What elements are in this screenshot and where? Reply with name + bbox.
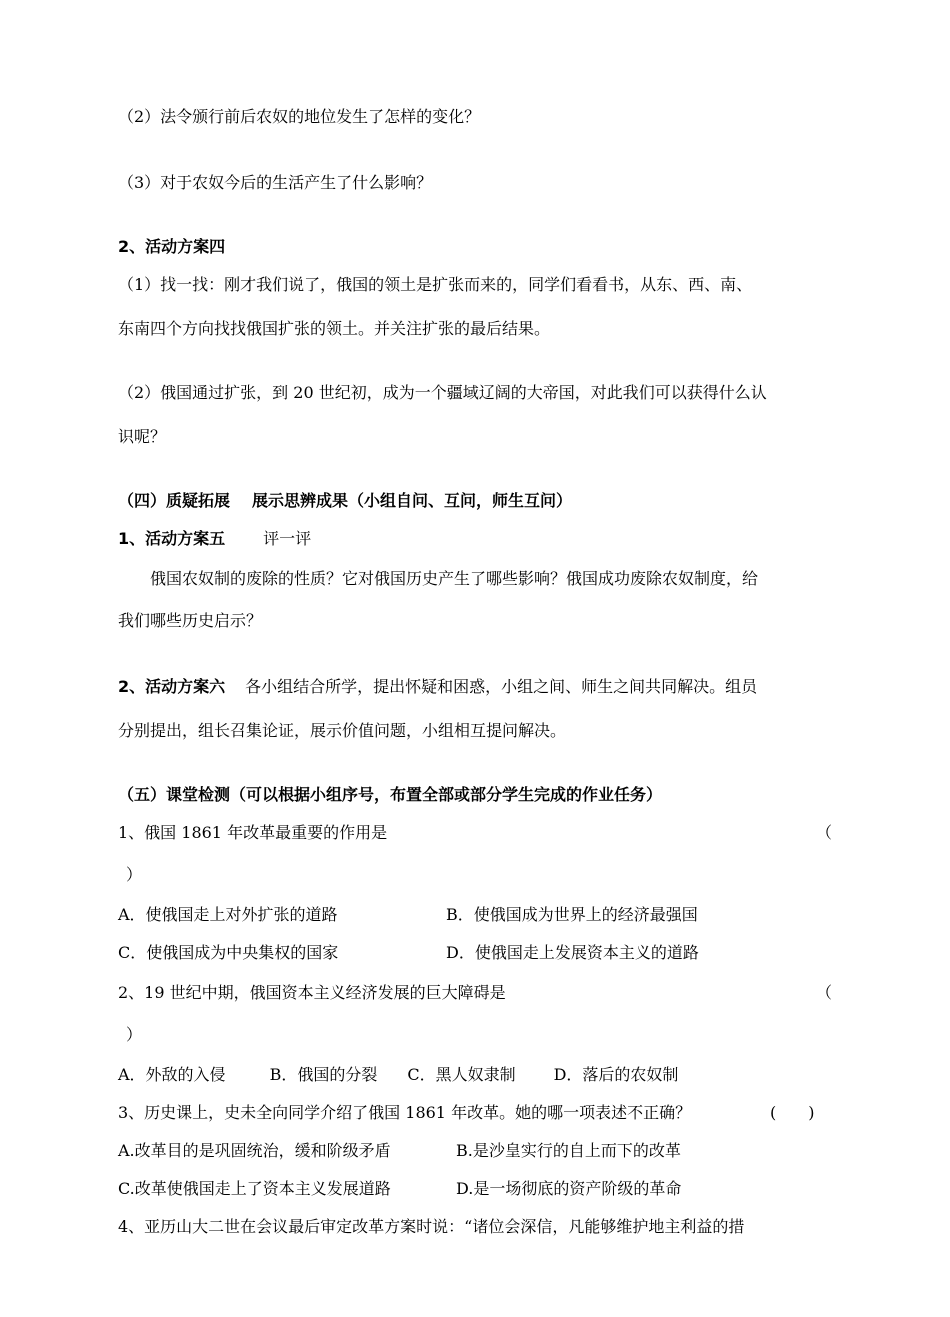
activity5-heading: 1、活动方案五 bbox=[118, 529, 226, 548]
quiz-q1-paren-open: （ bbox=[816, 823, 833, 842]
quiz-q1-option-c: C．使俄国成为中央集权的国家 bbox=[118, 943, 339, 962]
question-life-impact: （3）对于农奴今后的生活产生了什么影响？ bbox=[118, 173, 433, 192]
activity6-heading: 2、活动方案六 bbox=[118, 677, 226, 696]
quiz-q3-paren: ( ) bbox=[770, 1103, 815, 1122]
quiz-q1-option-b: B．使俄国成为世界上的经济最强国 bbox=[446, 905, 698, 924]
section4-heading-part1: （四）质疑拓展 bbox=[118, 491, 231, 510]
quiz-q1-paren-close: ） bbox=[126, 865, 143, 884]
quiz-q2-stem: 2、19 世纪中期，俄国资本主义经济发展的巨大障碍是 bbox=[118, 983, 506, 1002]
section4-heading bbox=[118, 488, 572, 511]
quiz-q2-option-c: C．黑人奴隶制 bbox=[407, 1065, 516, 1084]
quiz-q4-stem: 4、亚历山大二世在会议最后审定改革方案时说：“诸位会深信，凡能够维护地主利益的措 bbox=[118, 1217, 745, 1236]
quiz-q3-option-d: D.是一场彻底的资产阶级的革命 bbox=[456, 1179, 682, 1198]
activity5-line2: 我们哪些历史启示？ bbox=[118, 611, 263, 630]
quiz-q2-option-b: B．俄国的分裂 bbox=[269, 1065, 378, 1084]
activity4-p2-line2: 识呢？ bbox=[118, 427, 167, 446]
section4-heading-part2: 展示思辨成果（小组自问、互问，师生互问） bbox=[252, 491, 573, 510]
section5-heading: （五）课堂检测（可以根据小组序号，布置全部或部分学生完成的作业任务） bbox=[118, 785, 663, 804]
activity4-p1-line1: （1）找一找：刚才我们说了，俄国的领土是扩张而来的，同学们看看书，从东、西、南、 bbox=[118, 275, 753, 294]
quiz-q3-option-b: B.是沙皇实行的自上而下的改革 bbox=[456, 1141, 681, 1160]
quiz-q2-paren-close: ） bbox=[126, 1025, 143, 1044]
activity4-heading: 2、活动方案四 bbox=[118, 237, 226, 256]
quiz-q2-paren-open: （ bbox=[816, 983, 833, 1002]
quiz-q2-option-a: A．外敌的入侵 bbox=[118, 1065, 226, 1084]
quiz-q2-options bbox=[118, 1062, 678, 1085]
quiz-q1-stem: 1、俄国 1861 年改革最重要的作用是 bbox=[118, 823, 388, 842]
quiz-q1-option-a: A．使俄国走上对外扩张的道路 bbox=[118, 905, 338, 924]
quiz-q3-option-a: A.改革目的是巩固统治，缓和阶级矛盾 bbox=[118, 1141, 391, 1160]
quiz-q2-option-d: D．落后的农奴制 bbox=[553, 1065, 679, 1084]
activity4-p2-line1: （2）俄国通过扩张，到 20 世纪初，成为一个疆域辽阔的大帝国，对此我们可以获得什么认 bbox=[118, 383, 767, 402]
quiz-q3-option-c: C.改革使俄国走上了资本主义发展道路 bbox=[118, 1179, 391, 1198]
activity5-line1: 俄国农奴制的废除的性质？它对俄国历史产生了哪些影响？俄国成功废除农奴制度，给 bbox=[150, 569, 759, 588]
question-law-change: （2）法令颁行前后农奴的地位发生了怎样的变化？ bbox=[118, 107, 481, 126]
quiz-q3-stem: 3、历史课上，史未全向同学介绍了俄国 1861 年改革。她的哪一项表述不正确？ bbox=[118, 1103, 692, 1122]
activity6-row1 bbox=[118, 674, 757, 697]
activity4-p1-line2: 东南四个方向找找俄国扩张的领土。并关注扩张的最后结果。 bbox=[118, 319, 551, 338]
quiz-q1-option-d: D．使俄国走上发展资本主义的道路 bbox=[446, 943, 699, 962]
activity6-line2: 分别提出，组长召集论证，展示价值问题，小组相互提问解决。 bbox=[118, 721, 567, 740]
activity5-heading-row bbox=[118, 526, 311, 549]
activity6-line1: 各小组结合所学，提出怀疑和困惑，小组之间、师生之间共同解决。组员 bbox=[245, 677, 758, 696]
activity5-subtitle: 评一评 bbox=[263, 529, 312, 548]
